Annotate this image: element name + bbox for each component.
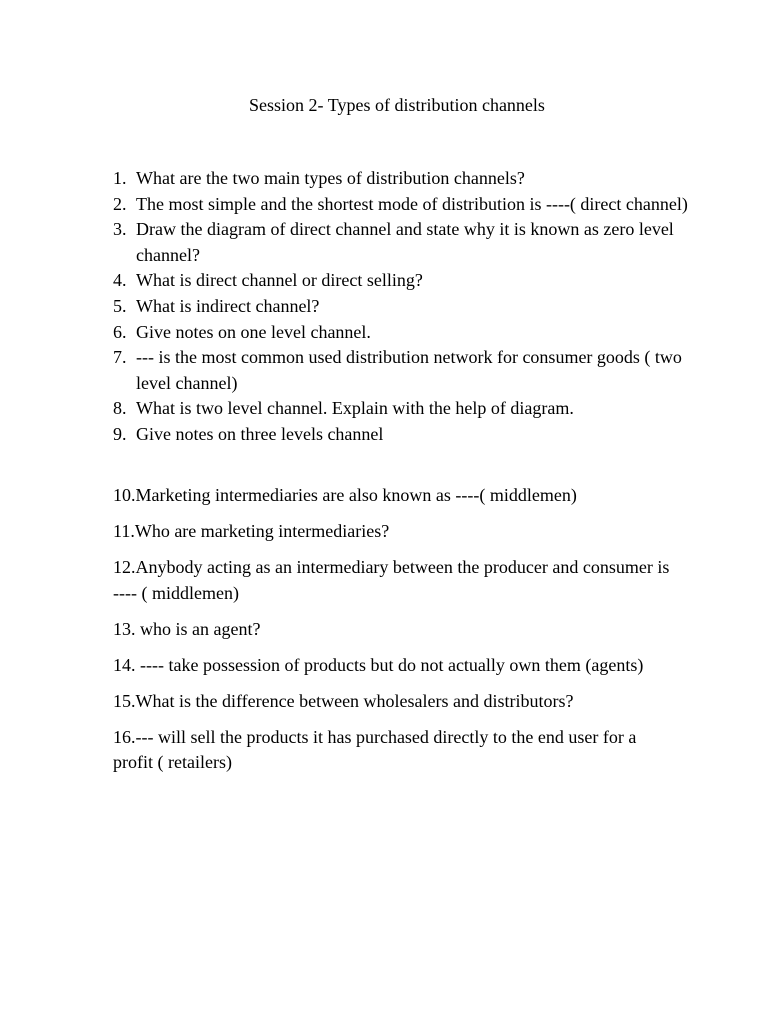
item-number: 2.	[113, 193, 127, 214]
list-item	[113, 166, 713, 192]
item-text: The most simple and the shortest mode of distribution is ----( direct channel)	[136, 193, 688, 214]
paragraph-item: 14. ---- take possession of products but do not actually own them (agents)	[113, 654, 644, 675]
list-item	[113, 320, 713, 346]
item-number: 1.	[113, 168, 127, 188]
list-item	[113, 217, 713, 268]
item-number: 3.	[113, 219, 127, 240]
item-text: Give notes on three levels channel	[136, 423, 384, 444]
paragraph-item: 15.What is the difference between wholesalers and distributors?	[113, 690, 574, 711]
page-title: Session 2- Types of distribution channels	[249, 95, 545, 115]
item-number: 6.	[113, 321, 127, 342]
item-text: What is indirect channel?	[136, 295, 320, 316]
item-text: What is direct channel or direct selling?	[136, 270, 423, 291]
item-number: 4.	[113, 270, 127, 291]
item-text: Draw the diagram of direct channel and state why it is known as zero level channel?	[136, 219, 674, 265]
list-item	[113, 268, 713, 294]
list-item	[113, 345, 713, 396]
paragraph-question-list	[113, 483, 673, 786]
paragraph-item: 11.Who are marketing intermediaries?	[113, 520, 390, 541]
paragraph-item: 16.--- will sell the products it has purchased directly to the end user for a profit ( retailers)	[113, 726, 637, 773]
list-item	[113, 294, 713, 320]
item-text: What is two level channel. Explain with the help of diagram.	[136, 398, 574, 419]
item-number: 5.	[113, 295, 127, 316]
list-item	[113, 396, 713, 422]
item-text: What are the two main types of distribution channels?	[136, 168, 525, 188]
paragraph-item: 10.Marketing intermediaries are also known as ----( middlemen)	[113, 485, 577, 505]
numbered-question-list	[113, 166, 713, 448]
item-number: 9.	[113, 423, 127, 444]
list-item	[113, 192, 713, 218]
paragraph-item: 13. who is an agent?	[113, 618, 261, 639]
list-item	[113, 422, 713, 448]
paragraph-item: 12.Anybody acting as an intermediary between the producer and consumer is ---- ( middlemen)	[113, 556, 670, 603]
item-number: 8.	[113, 398, 127, 419]
item-text: Give notes on one level channel.	[136, 321, 371, 342]
item-number: 7.	[113, 347, 127, 368]
item-text: --- is the most common used distribution network for consumer goods ( two level channel)	[136, 347, 682, 393]
